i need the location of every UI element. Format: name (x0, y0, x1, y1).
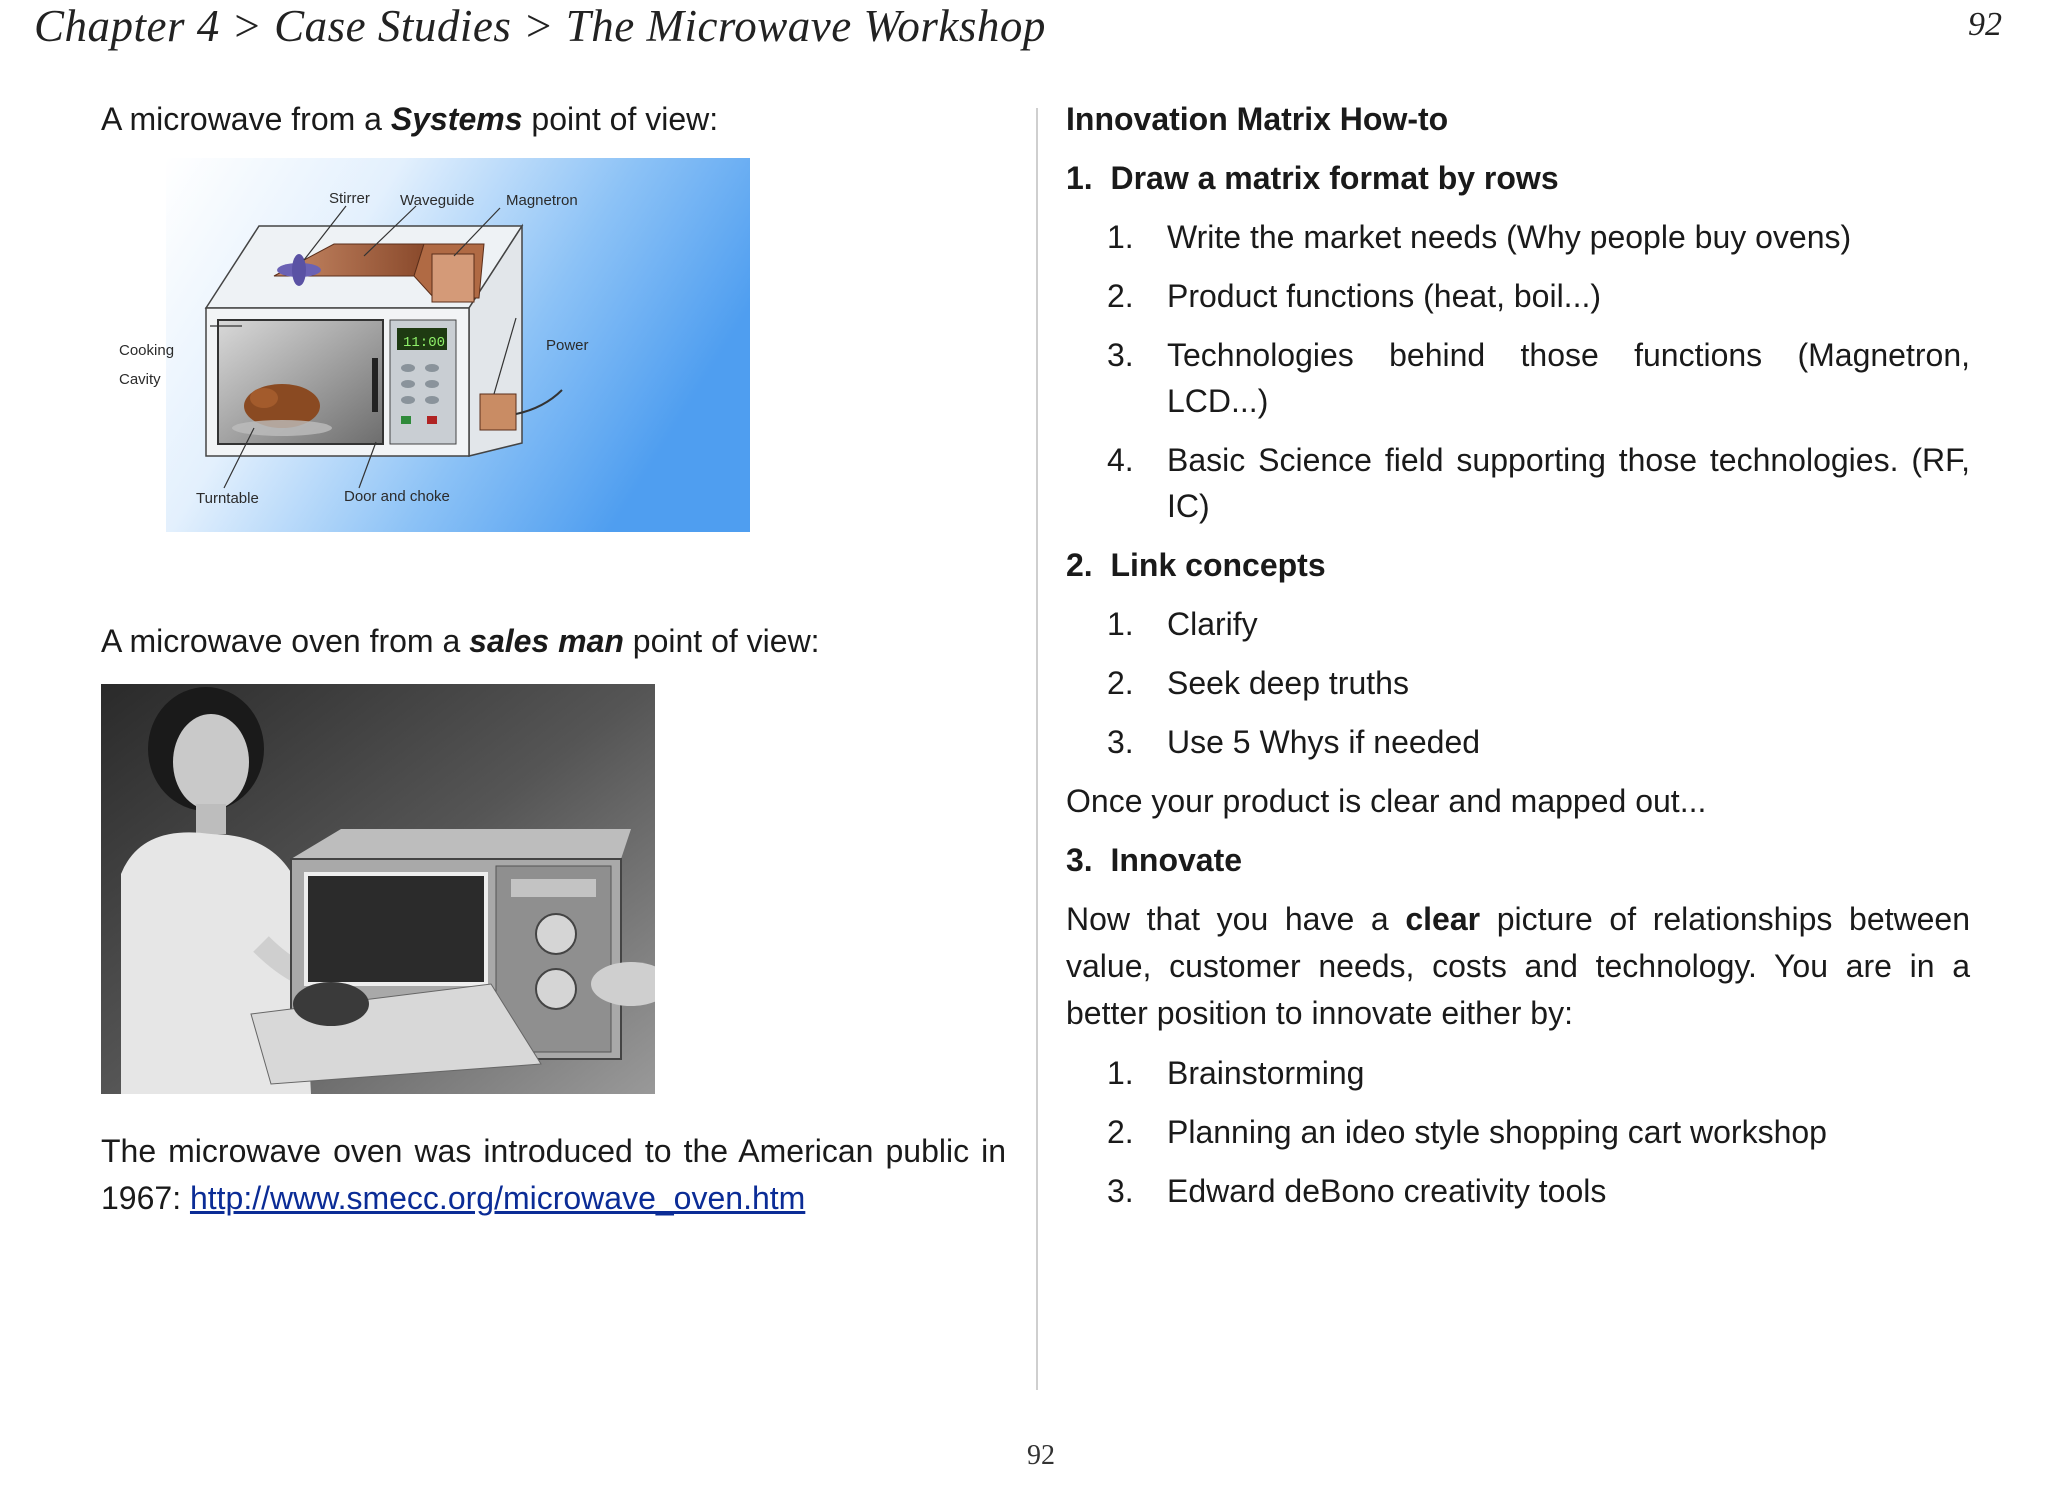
left-column (101, 96, 1006, 1222)
list-item: 1. Write the market needs (Why people buy ovens) (1107, 219, 1852, 255)
list-item: 2. Product functions (heat, boil...) (1107, 278, 1601, 314)
label-cavity: Cavity (119, 371, 161, 388)
diagram-display-text: 11:00 (403, 335, 446, 351)
list-item: 1. Brainstorming (1107, 1055, 1365, 1091)
step1-heading: 1. Draw a matrix format by rows (1066, 160, 1559, 196)
footer-page-number: 92 (1027, 1440, 1055, 1471)
list-item: 1. Clarify (1107, 606, 1258, 642)
label-door-choke: Door and choke (344, 488, 450, 505)
step3-heading: 3. Innovate (1066, 842, 1243, 878)
right-column (1066, 96, 1970, 1214)
list-item: 3. Use 5 Whys if needed (1107, 724, 1481, 760)
smecc-link[interactable]: http://www.smecc.org/microwave_oven.htm (189, 1180, 806, 1216)
systems-emphasis: Systems (390, 101, 523, 137)
salesman-emphasis: sales man (469, 623, 624, 659)
label-turntable: Turntable (196, 490, 259, 507)
label-magnetron: Magnetron (506, 192, 578, 209)
header-page-number: 92 (1968, 6, 2002, 43)
list-item: 2. Planning an ideo style shopping cart workshop (1107, 1114, 1827, 1150)
microwave-systems-diagram (114, 158, 750, 532)
salesman-caption: A microwave oven from a sales man point of view: (101, 623, 820, 659)
list-item: 3. Edward deBono creativity tools (1107, 1173, 1607, 1209)
innovate-paragraph: Now that you have a clear picture of relationships between value, customer needs, costs and technology. You are in a better position to innovate either by: (1066, 901, 1971, 1031)
label-cooking: Cooking (119, 342, 175, 359)
intro-paragraph: The microwave oven was introduced to the American public in 1967: http://www.smecc.org/microwave_oven.htm (101, 1133, 1006, 1216)
step2-heading: 2. Link concepts (1066, 547, 1326, 583)
list-item: 2. Seek deep truths (1107, 665, 1409, 701)
column-divider (1036, 108, 1038, 1390)
systems-caption: A microwave from a Systems point of view: (101, 101, 719, 137)
chapter-breadcrumb: Chapter 4 > Case Studies > The Microwave Workshop (34, 1, 1046, 51)
list-item: 3. Technologies behind those functions (Magnetron, LCD...) (1107, 337, 1970, 419)
label-waveguide: Waveguide (400, 192, 475, 209)
label-power: Power (546, 337, 589, 354)
bridge-text: Once your product is clear and mapped out... (1066, 783, 1707, 819)
salesman-advert-photo (101, 684, 655, 1094)
list-item: 4. Basic Science field supporting those technologies. (RF, IC) (1107, 442, 1970, 524)
section-title: Innovation Matrix How-to (1066, 101, 1449, 137)
label-stirrer: Stirrer (329, 190, 370, 207)
